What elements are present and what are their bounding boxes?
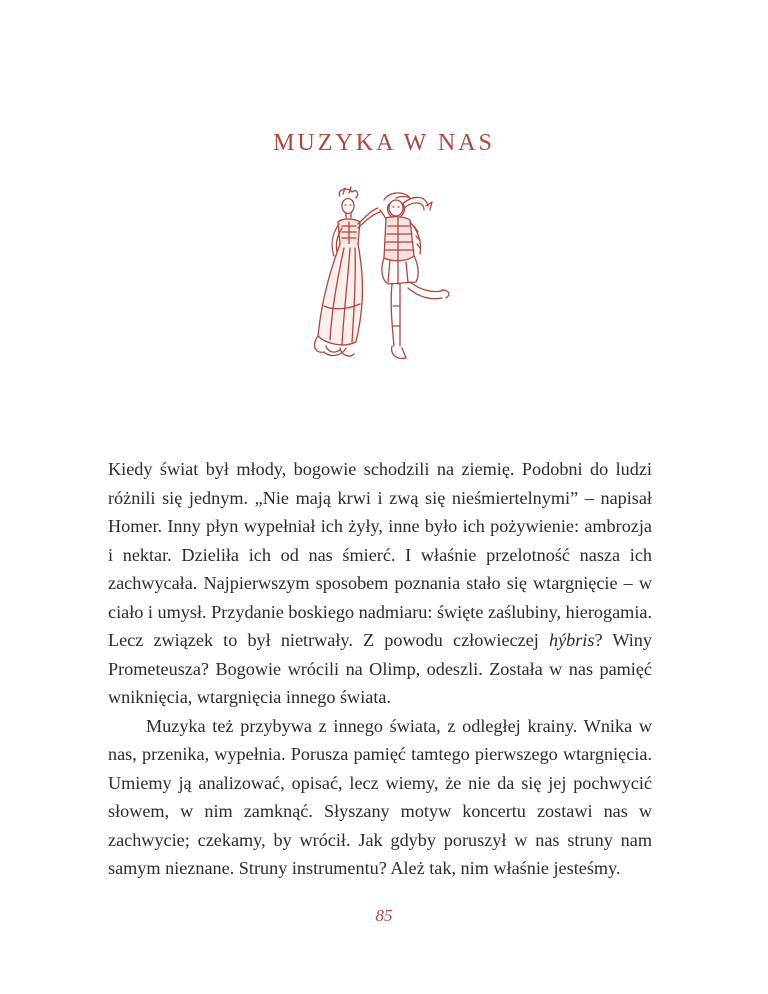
paragraph-2: Muzyka też przybywa z innego świata, z odległej krainy. Wnika w nas, przenika, wypełnia. Porusza pamięć tamtego pierwszego wtargnięcia. Umiemy ją analizować, opisać, lecz wiemy, że nie da się jej pochwycić słowem, w nim zamknąć. Słyszany motyw koncertu zostawi nas w zachwycie; czekamy, by wrócił. Jak gdyby poruszył w nas struny nam samym nieznane. Struny instrumentu? Ależ tak, nim właśnie jesteśmy. [108, 715, 652, 878]
italic-term: hýbris [548, 630, 595, 650]
dancing-couple-engraving-icon [296, 186, 466, 378]
man-figure [380, 193, 449, 358]
page-number: 85 [375, 906, 393, 925]
body-text [108, 455, 652, 883]
paragraph-1: Kiedy świat był młody, bogowie schodzili na ziemię. Podobni do ludzi różnili się jednym. „Nie mają krwi i zwą się nieśmiertelnymi” – napisał Homer. Inny płyn wypełniał ich żyły, inne było ich pożywienie: ambrozja i nektar. Dzieliła ich od nas śmierć. I właśnie przelotność nasza ich zachwycała. Najpierwszym sposobem poznania stało się wtargnięcie – w ciało i umysł. Przydanie boskiego nadmiaru: święte zaślubiny, hierogamia. Lecz związek to był nietrwały. Z powodu człowieczej hýbris? Winy Prometeusza? Bogowie wrócili na Olimp, odeszli. Została w nas pamięć wniknięcia, wtargnięcia innego świata. [108, 459, 652, 707]
chapter-title: MUZYKA W NAS [273, 130, 495, 156]
woman-figure [315, 187, 380, 356]
